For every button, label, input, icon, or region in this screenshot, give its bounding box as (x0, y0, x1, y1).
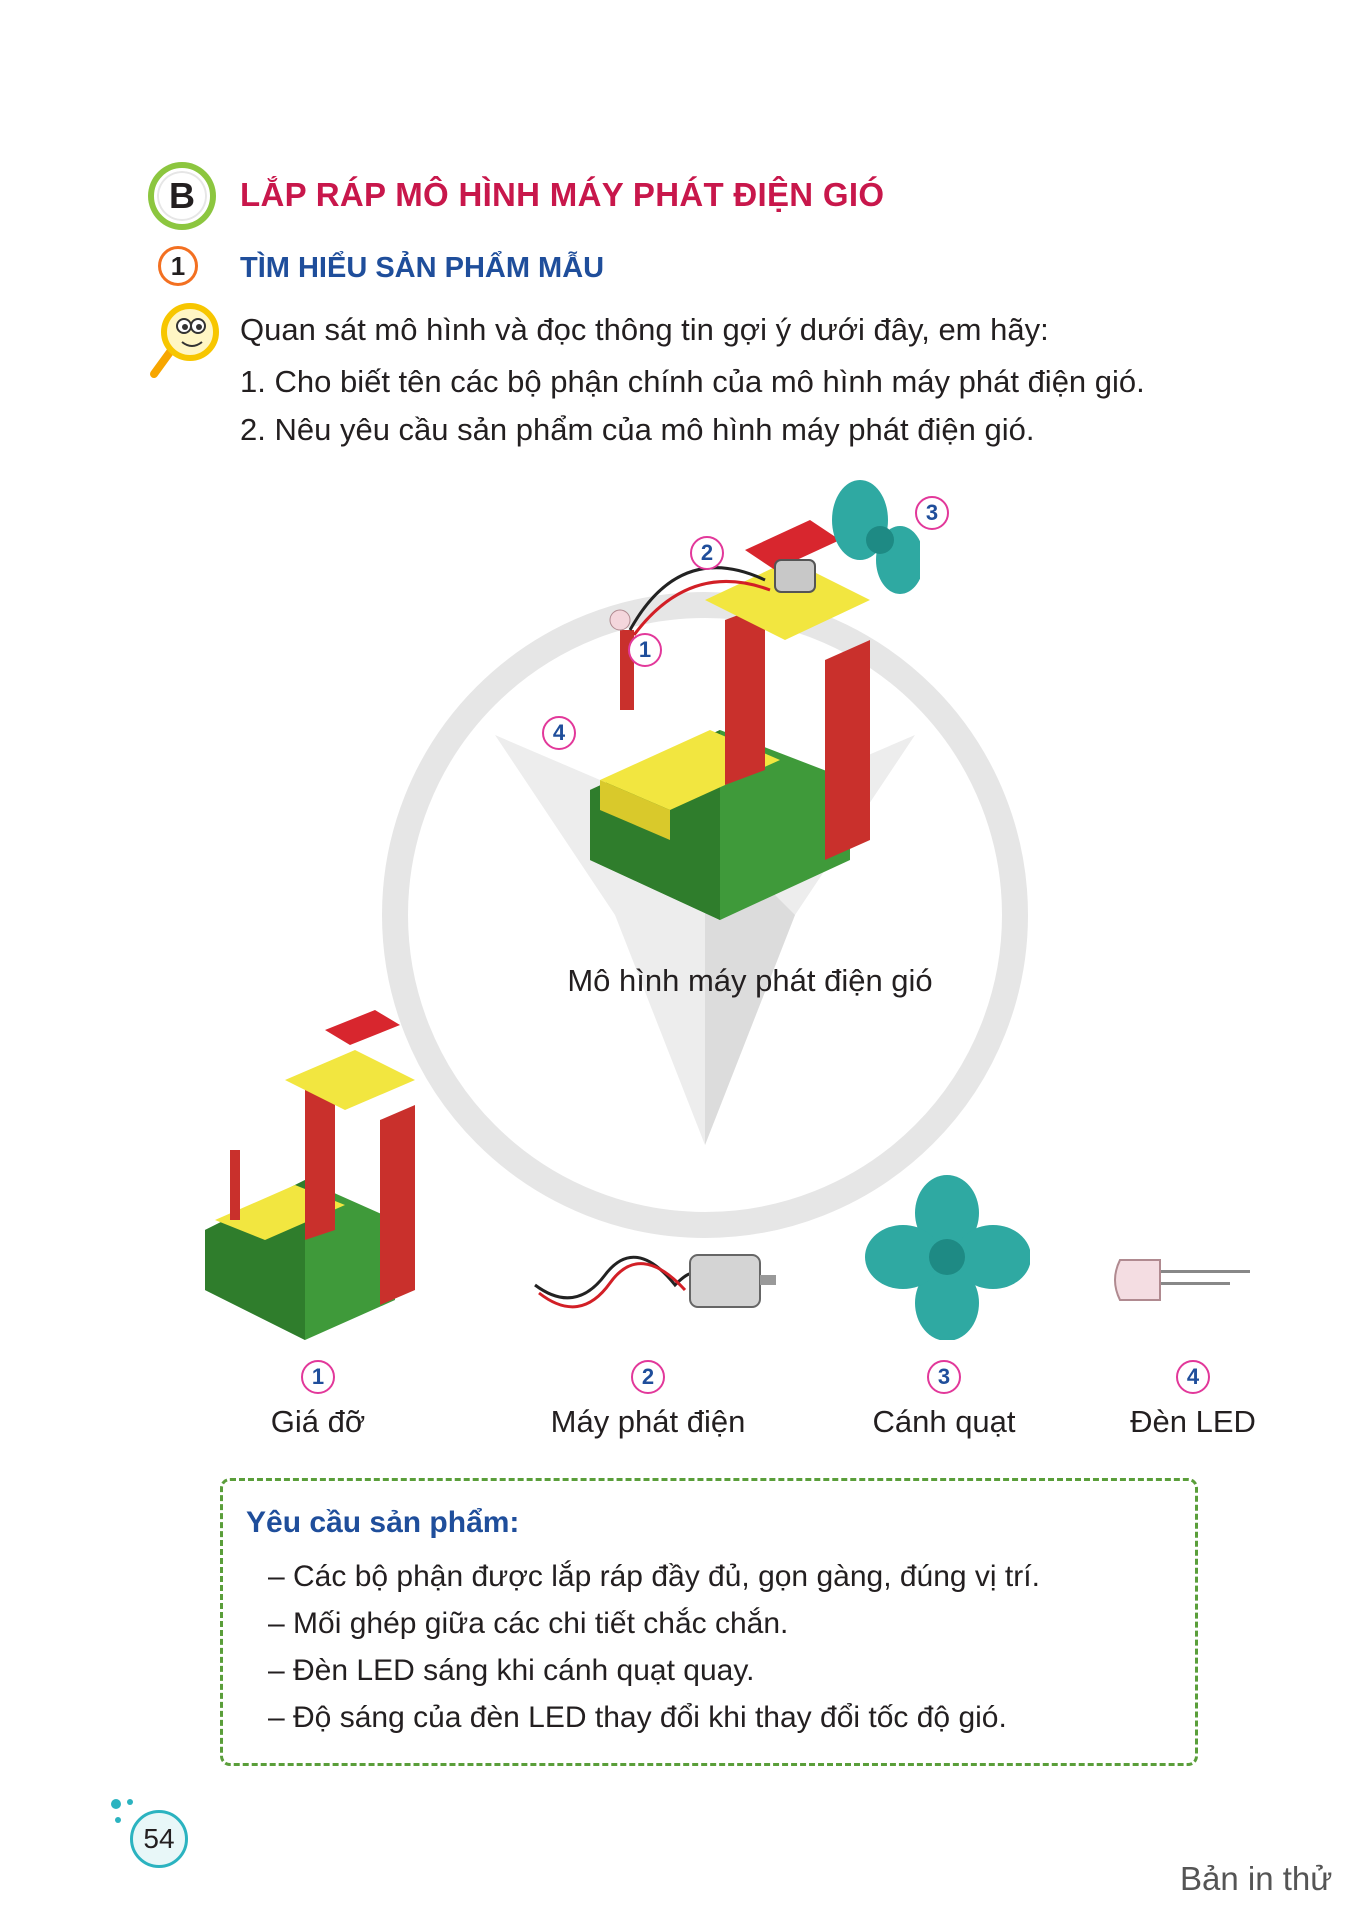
part-label-4: Đèn LED (1130, 1404, 1256, 1439)
section-letter: B (154, 168, 210, 224)
requirements-title: Yêu cầu sản phẩm: (246, 1506, 520, 1539)
part-number-1: 1 (301, 1360, 335, 1394)
wind-generator-model-image (560, 480, 920, 920)
led-part-image (1110, 1250, 1280, 1310)
instruction-item-2: 2. Nêu yêu cầu sản phẩm của mô hình máy phát điện gió. (240, 412, 1035, 447)
page-number: 54 (130, 1810, 188, 1868)
step-number: 1 (158, 246, 198, 286)
requirement-item: – Mối ghép giữa các chi tiết chắc chắn. (268, 1607, 789, 1640)
part-label-3: Cánh quạt (872, 1404, 1016, 1439)
main-figure-caption: Mô hình máy phát điện gió (567, 963, 933, 998)
part-label-1: Giá đỡ (270, 1404, 366, 1439)
part-label-2: Máy phát điện (550, 1404, 746, 1439)
callout-4: 4 (542, 716, 576, 750)
draft-label: Bản in thử (1180, 1860, 1333, 1897)
callout-2: 2 (690, 536, 724, 570)
part-number-3: 3 (927, 1360, 961, 1394)
page-dots-icon (108, 1796, 138, 1826)
section-title: LẮP RÁP MÔ HÌNH MÁY PHÁT ĐIỆN GIÓ (240, 176, 885, 213)
requirement-item: – Các bộ phận được lắp ráp đầy đủ, gọn gàng, đúng vị trí. (268, 1560, 1040, 1593)
part-number-2: 2 (631, 1360, 665, 1394)
instruction-intro: Quan sát mô hình và đọc thông tin gợi ý dưới đây, em hãy: (240, 312, 1049, 347)
part-number-4: 4 (1176, 1360, 1210, 1394)
magnifier-mascot-icon (148, 300, 228, 380)
section-badge (148, 162, 216, 230)
requirement-item: – Độ sáng của đèn LED thay đổi khi thay đổi tốc độ gió. (268, 1701, 1007, 1734)
requirement-item: – Đèn LED sáng khi cánh quạt quay. (268, 1654, 755, 1687)
instruction-item-1: 1. Cho biết tên các bộ phận chính của mô hình máy phát điện gió. (240, 364, 1145, 399)
step-title: TÌM HIỂU SẢN PHẨM MẪU (240, 252, 605, 284)
callout-3: 3 (915, 496, 949, 530)
frame-part-image (195, 1010, 445, 1340)
fan-part-image (865, 1175, 1030, 1340)
callout-1: 1 (628, 633, 662, 667)
generator-part-image (525, 1235, 785, 1325)
